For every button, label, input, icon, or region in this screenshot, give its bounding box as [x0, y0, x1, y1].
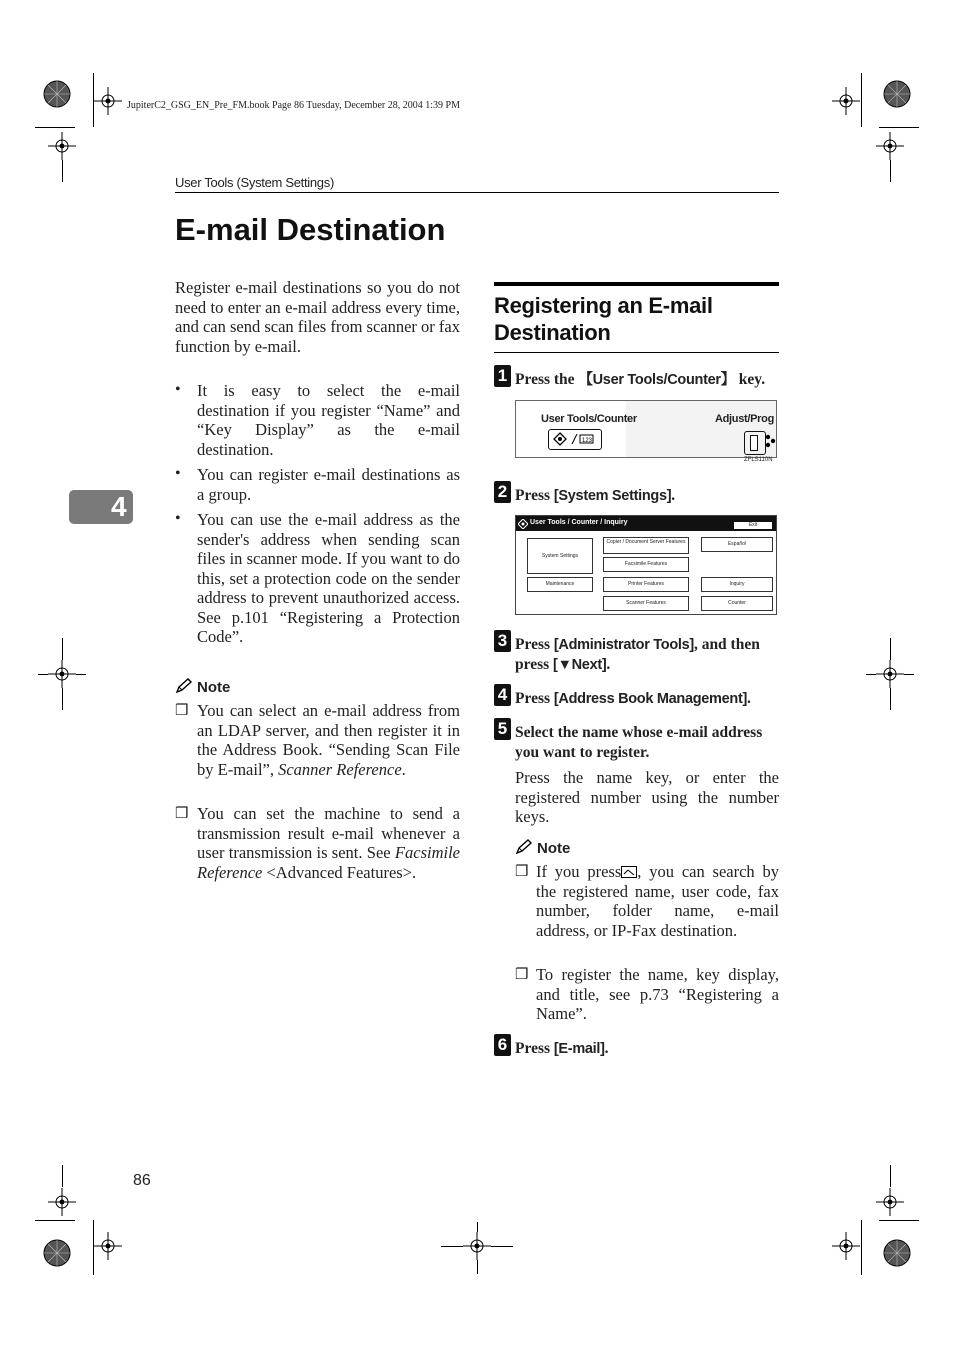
file-info: JupiterC2_GSG_EN_Pre_FM.book Page 86 Tuesday, December 28, 2004 1:39 PM	[127, 100, 460, 111]
checkbox-icon: ❒	[515, 864, 529, 880]
reference-title: Scanner Reference	[278, 759, 402, 779]
bullet-icon: •	[175, 381, 181, 398]
step-text: , and then press	[515, 636, 760, 673]
checkbox-icon: ❒	[515, 967, 529, 983]
reference-title: Facsimile Reference	[197, 843, 460, 882]
inquiry-button	[701, 577, 773, 592]
step-5-text: Select the name whose e-mail address you want to register.	[515, 724, 763, 761]
step-number: 6	[494, 1034, 511, 1056]
step-text: .	[606, 656, 611, 673]
step-text: Press	[515, 636, 551, 653]
scanner-features-button	[603, 596, 689, 611]
bullet-text: It is easy to select the e-mail destination if you register “Name” and “Key Display” as the e-mail destination.	[197, 381, 460, 459]
pencil-note-icon	[175, 678, 193, 694]
note-text-end: .	[401, 759, 406, 779]
note-heading-label: Note	[537, 840, 571, 857]
crosshair-icon	[48, 132, 76, 160]
search-key-icon	[621, 866, 637, 878]
exit-button: Exit	[734, 522, 772, 529]
panel-left-label: User Tools/Counter	[541, 413, 637, 425]
color-wheel-icon	[878, 75, 916, 113]
key-label: [Administrator Tools]	[553, 637, 694, 653]
page-number: 86	[133, 1172, 151, 1189]
note-text: You can select an e-mail address from an LDAP server, and then register it in the Address Book. “Sending Scan File by E-mail”,	[197, 701, 460, 779]
note-heading	[175, 678, 230, 697]
checkbox-icon: ❒	[175, 703, 189, 719]
note-item	[515, 862, 779, 940]
bullet-icon: •	[175, 465, 181, 482]
dots-icon	[764, 433, 776, 449]
bullet-text: You can register e-mail destinations as a group.	[197, 465, 460, 504]
page-title: E-mail Destination	[175, 212, 446, 247]
note-text: To register the name, key display, and title, see p.73 “Registering a Name”.	[536, 965, 779, 1023]
section-title: Registering an E-mail Destination	[494, 293, 713, 345]
maintenance-button	[527, 577, 593, 592]
note-text: , you can search by the registered name, user code, fax number, folder name, e-mail address, or IP-Fax destination.	[536, 862, 779, 940]
button-label: Copier / Document Server Features	[606, 539, 686, 545]
step-text: Press	[515, 1040, 551, 1057]
svg-text:123: 123	[582, 438, 593, 444]
button-label: Maintenance	[545, 581, 575, 587]
color-wheel-icon	[38, 1234, 76, 1272]
note-item	[175, 804, 460, 882]
crosshair-icon	[48, 1188, 76, 1216]
note-heading-label: Note	[197, 679, 231, 696]
crosshair-icon	[94, 87, 122, 115]
step-text: key.	[738, 371, 766, 388]
crosshair-icon	[876, 660, 904, 688]
note-text-end: <Advanced Features>.	[266, 862, 417, 882]
note-text: You can set the machine to send a transmission result e-mail whenever a user transmission is sent. See	[197, 804, 460, 862]
running-head: User Tools (System Settings)	[175, 175, 334, 190]
crosshair-icon	[94, 1232, 122, 1260]
copier-features-button	[603, 537, 689, 554]
intro-paragraph: Register e-mail destinations so you do not need to enter an e-mail address every time, and can send scan files from scanner or fax function by e-mail.	[175, 278, 460, 356]
crosshair-icon	[463, 1232, 491, 1260]
bullet-text: You can use the e-mail address as the sender's address when sending scan files in scanner mode. If you want to do this, set a protection code on the sender address to prevent unauthorized access. See p.101 “Registering a Protection Code”.	[197, 510, 460, 646]
step-text: .	[604, 1040, 609, 1057]
step-3-text	[515, 635, 780, 675]
section-rule-bottom	[494, 352, 779, 353]
key-label: [▼Next]	[553, 657, 607, 673]
button-label: Printer Features	[628, 581, 664, 587]
system-settings-button	[527, 538, 593, 574]
button-label: System Settings	[541, 553, 579, 559]
header-rule	[175, 192, 779, 193]
adjust-key-inner	[750, 435, 758, 451]
section-rule-top	[494, 282, 779, 286]
step-number: 2	[494, 481, 511, 503]
step-number: 4	[494, 684, 511, 706]
button-label: Scanner Features	[626, 600, 666, 606]
button-label: Facsimile Features	[624, 561, 668, 567]
step-text: Press	[515, 690, 551, 707]
step-text: Press the	[515, 371, 575, 388]
user-tools-key-icon	[552, 431, 598, 447]
note-item	[175, 701, 460, 779]
user-tools-screen-illustration	[515, 515, 777, 615]
key-label: [Address Book Management]	[553, 691, 748, 707]
key-label: User Tools/Counter	[592, 372, 721, 388]
control-panel-illustration	[515, 400, 777, 458]
button-label: Español	[727, 541, 747, 547]
crosshair-icon	[48, 660, 76, 688]
language-button	[701, 537, 773, 552]
crosshair-icon	[876, 132, 904, 160]
step-4-text	[515, 689, 780, 709]
step-2-text	[515, 486, 780, 506]
note-heading	[515, 839, 570, 858]
color-wheel-icon	[38, 75, 76, 113]
checkbox-icon: ❒	[175, 806, 189, 822]
user-tools-icon	[518, 519, 528, 529]
step-6-text	[515, 1039, 780, 1059]
figure-code: ZFLS110N	[744, 457, 773, 463]
chapter-number: 4	[111, 491, 127, 522]
crosshair-icon	[832, 87, 860, 115]
list-item	[175, 381, 460, 459]
chapter-tab	[69, 490, 133, 524]
pencil-note-icon	[515, 839, 533, 855]
key-label: [System Settings]	[553, 488, 672, 504]
panel-right-label: Adjust/Prog	[714, 413, 774, 425]
button-label: Inquiry	[729, 581, 745, 587]
step-text: Press	[515, 487, 551, 504]
step-text: .	[671, 487, 676, 504]
list-item	[175, 465, 460, 504]
crosshair-icon	[876, 1188, 904, 1216]
crosshair-icon	[832, 1232, 860, 1260]
note-text: If you press	[536, 862, 622, 881]
step-5-body: Press the name key, or enter the registered number using the number keys.	[515, 768, 779, 826]
note-item	[515, 965, 779, 1024]
printer-features-button	[603, 577, 689, 592]
step-number: 3	[494, 630, 511, 652]
key-name: 【User Tools/Counter】	[578, 372, 735, 388]
facsimile-features-button	[603, 557, 689, 572]
key-label: [E-mail]	[553, 1041, 605, 1057]
screen-title: User Tools / Counter / Inquiry	[530, 519, 628, 526]
user-tools-key	[548, 429, 602, 450]
counter-button	[701, 596, 773, 611]
button-label: Counter	[728, 600, 746, 606]
step-1-text	[515, 370, 780, 390]
color-wheel-icon	[878, 1234, 916, 1272]
list-item	[175, 510, 460, 647]
step-number: 5	[494, 718, 511, 740]
step-text: .	[747, 690, 751, 707]
bullet-icon: •	[175, 510, 181, 527]
step-number: 1	[494, 365, 511, 387]
